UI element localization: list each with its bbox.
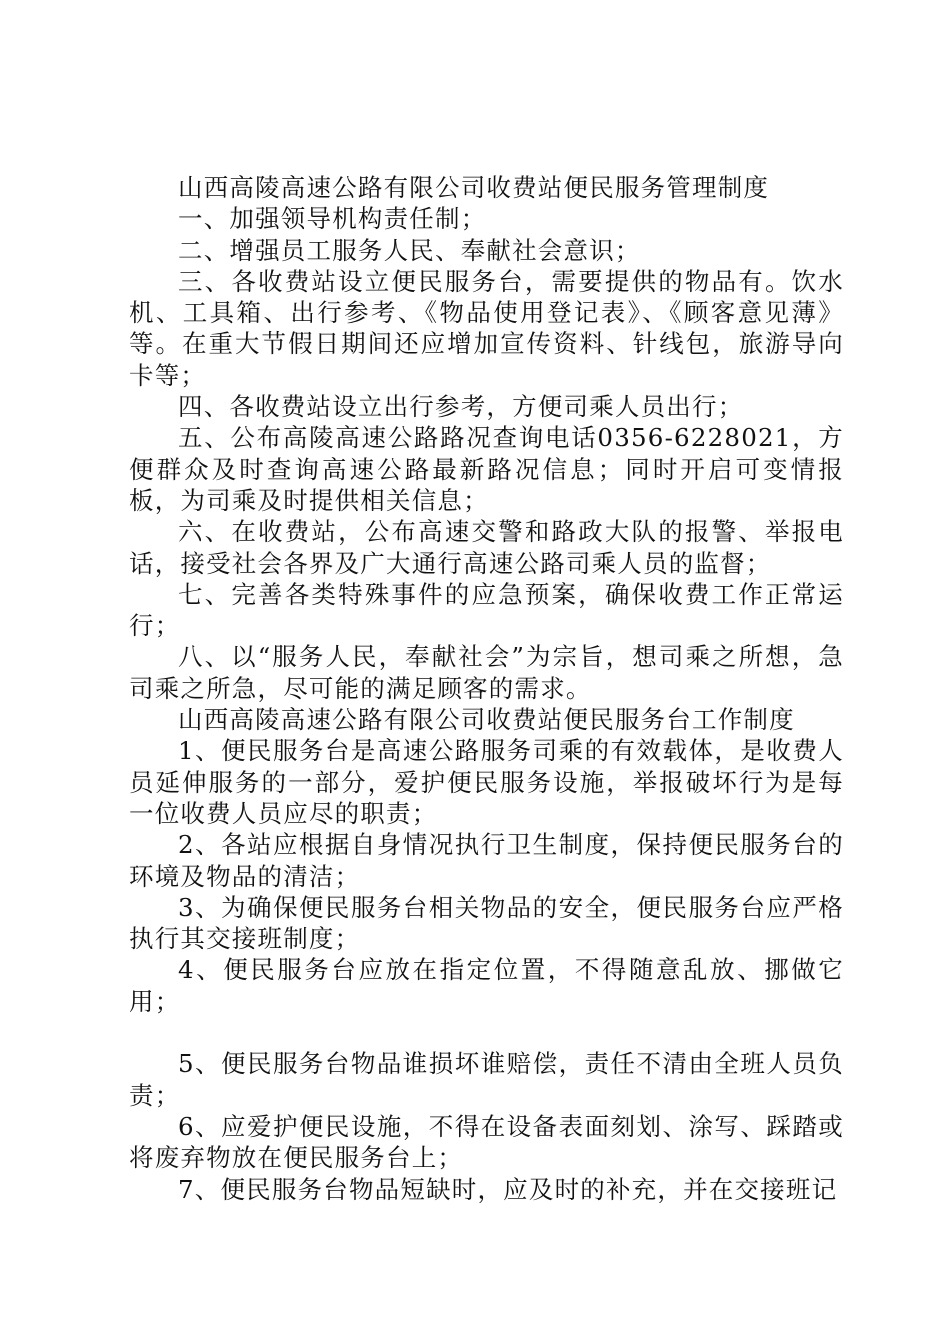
section1-item-1: 一、加强领导机构责任制； — [178, 204, 487, 234]
section2-item-2: 2、各站应根据自身情况执行卫生制度，保持便民服务台的环境及物品的清洁； — [129, 830, 844, 891]
section1-item-6: 六、在收费站，公布高速交警和路政大队的报警、举报电话，接受社会各界及广大通行高速公路司乘人员的监督； — [129, 517, 844, 578]
section2-item-1: 1、便民服务台是高速公路服务司乘的有效载体，是收费人员延伸服务的一部分，爱护便民服务设施，举报破坏行为是每一位收费人员应尽的职责； — [129, 736, 844, 828]
section2-item-7: 7、便民服务台物品短缺时，应及时的补充，并在交接班记 — [178, 1174, 838, 1204]
section2-title: 山西高陵高速公路有限公司收费站便民服务台工作制度 — [178, 705, 795, 735]
section2-item-3: 3、为确保便民服务台相关物品的安全，便民服务台应严格执行其交接班制度； — [129, 892, 844, 954]
section1-item-4: 四、各收费站设立出行参考，方便司乘人员出行； — [178, 392, 744, 422]
blank-line — [129, 1017, 844, 1048]
section1-item-5: 五、公布高陵高速公路路况查询电话0356-6228021，方便群众及时查询高速公路最新路况信息；同时开启可变情报板，为司乘及时提供相关信息； — [129, 423, 844, 515]
section1-item-2: 二、增强员工服务人民、奉献社会意识； — [178, 235, 641, 265]
document-body — [129, 172, 844, 1205]
section1-item-8: 八、以“服务人民，奉献社会”为宗旨，想司乘之所想，急司乘之所急，尽可能的满足顾客的需求。 — [129, 642, 844, 703]
section1-item-3: 三、各收费站设立便民服务台，需要提供的物品有。饮水机、工具箱、出行参考、《物品使用登记表》、《顾客意见薄》等。在重大节假日期间还应增加宣传资料、针线包，旅游导向卡等； — [129, 266, 844, 390]
section2-item-4: 4、便民服务台应放在指定位置，不得随意乱放、挪做它用； — [129, 955, 844, 1016]
section1-item-7: 七、完善各类特殊事件的应急预案，确保收费工作正常运行； — [129, 579, 844, 641]
section1-title: 山西高陵高速公路有限公司收费站便民服务管理制度 — [178, 173, 770, 202]
section2-item-6: 6、应爱护便民设施，不得在设备表面刻划、涂写、踩踏或将废弃物放在便民服务台上； — [129, 1111, 844, 1173]
section2-item-5: 5、便民服务台物品谁损坏谁赔偿，责任不清由全班人员负责； — [129, 1049, 844, 1110]
